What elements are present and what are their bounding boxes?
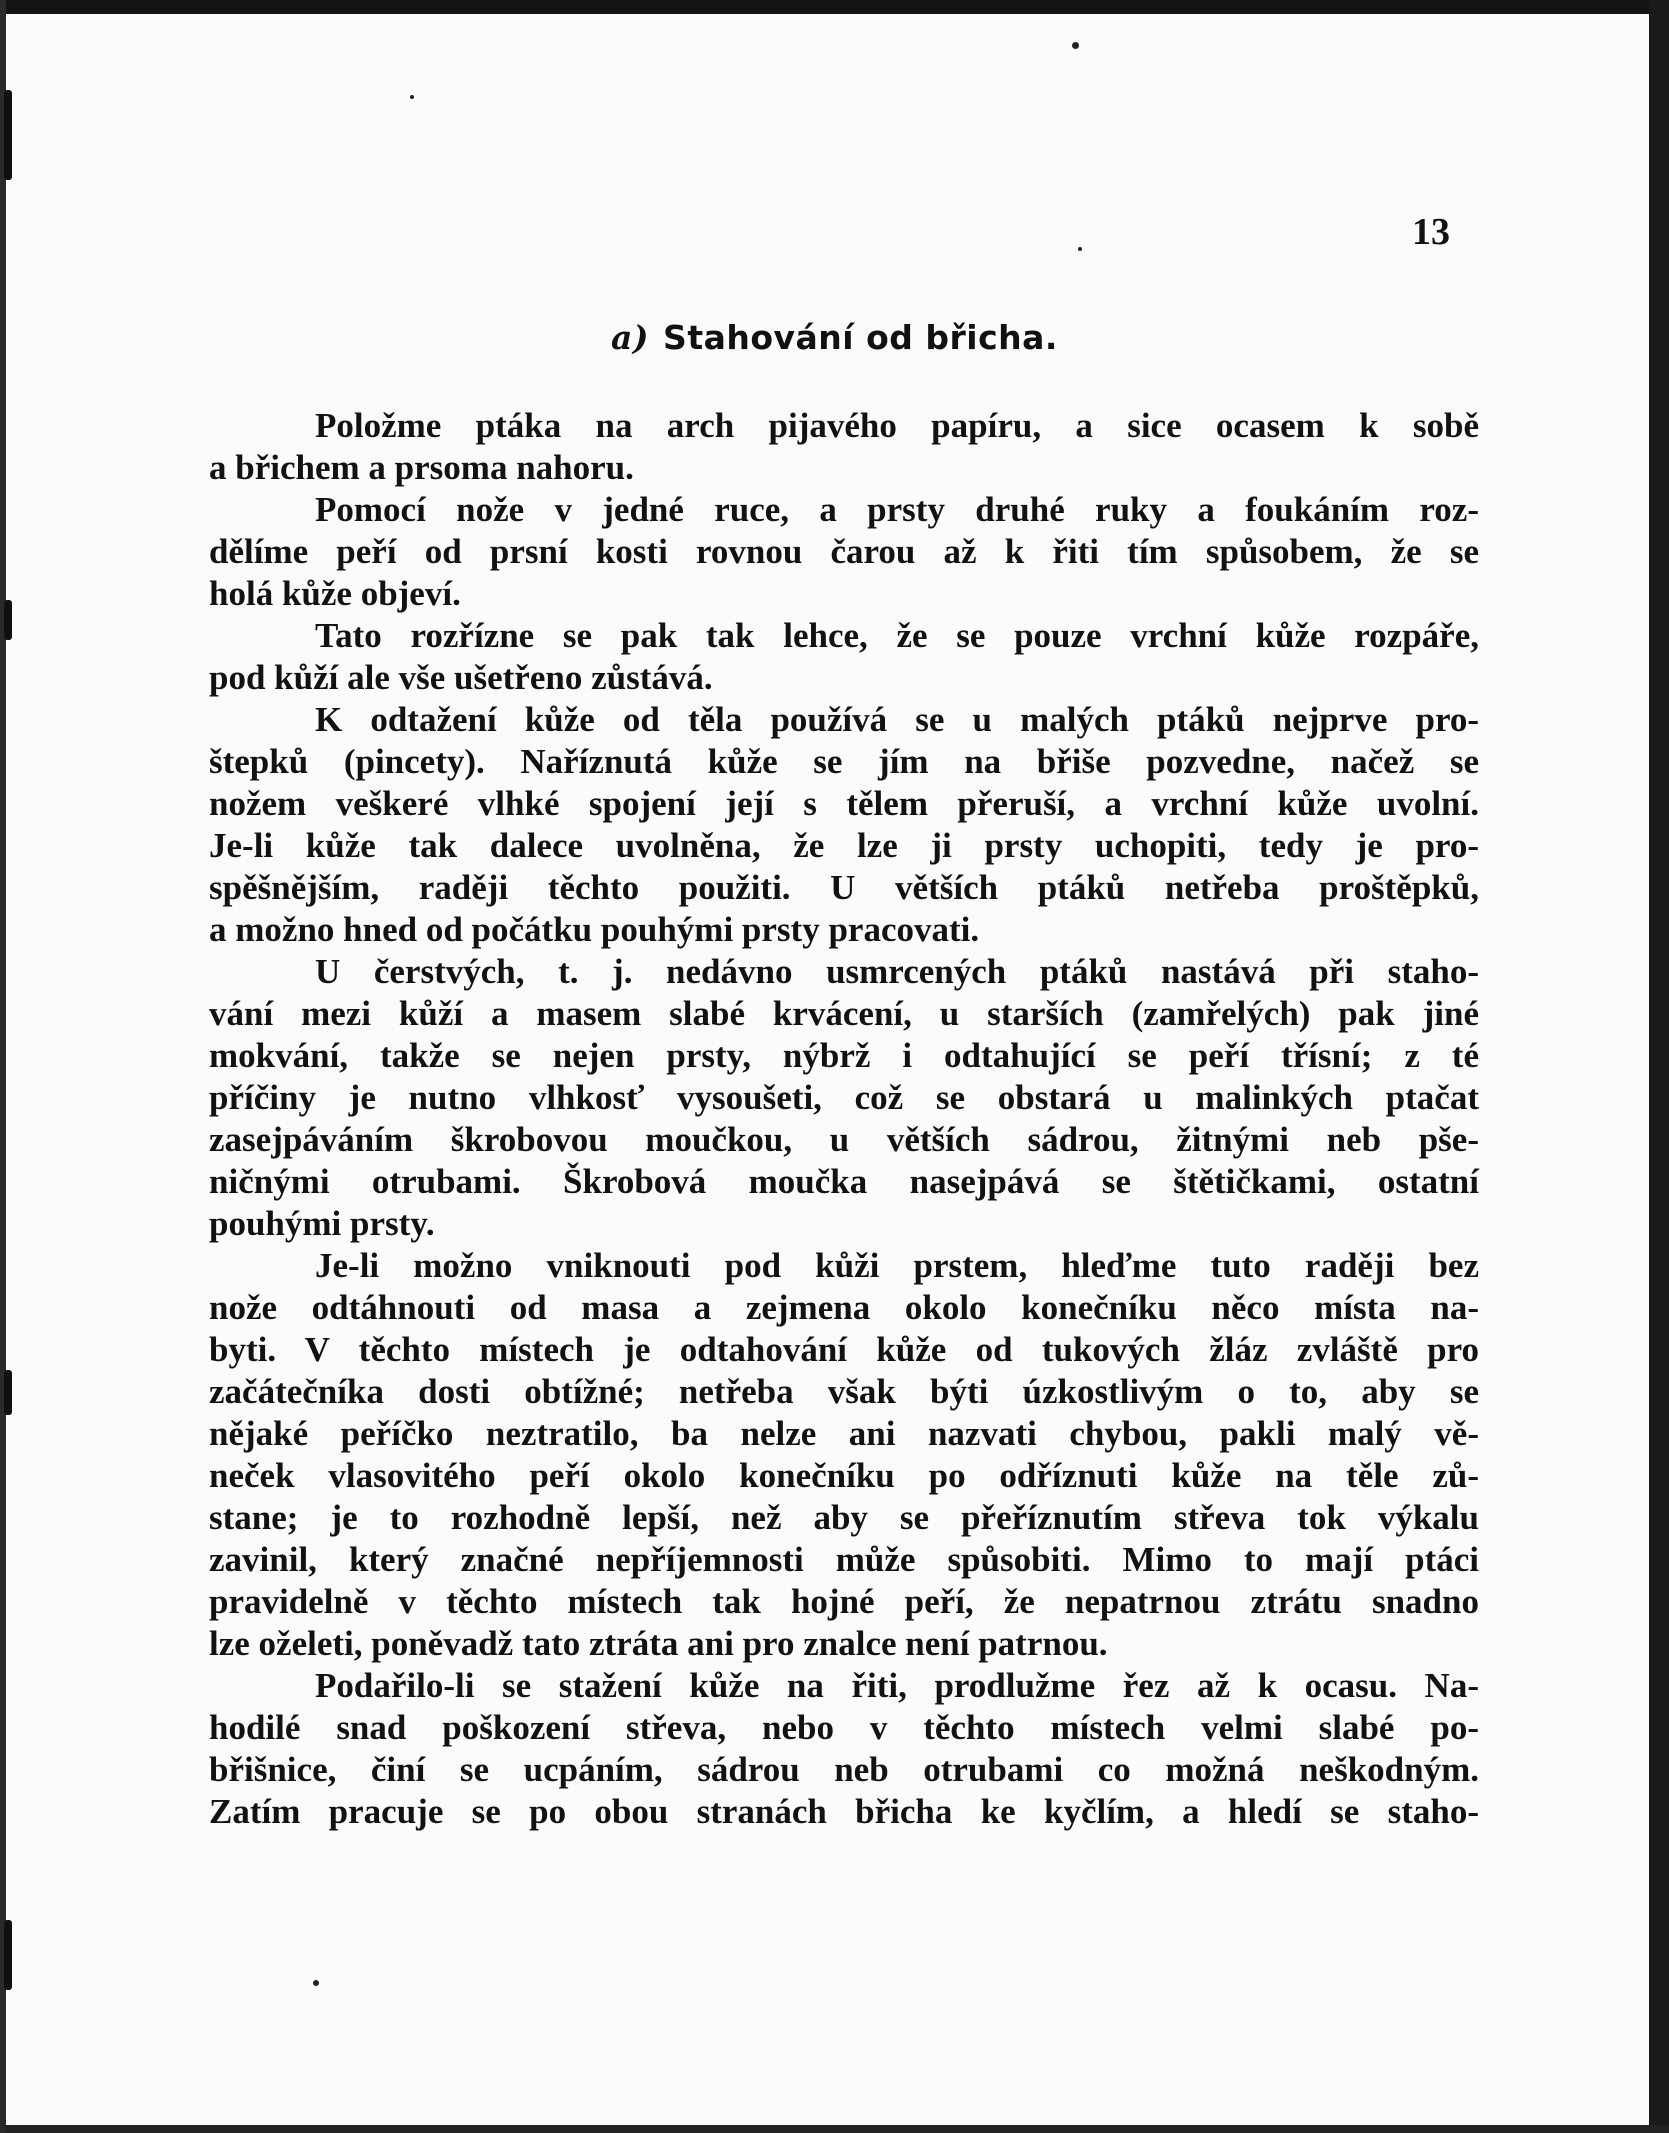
- text-line: začátečníka dosti obtížné; netřeba však býti úzkostlivým o to, aby se: [209, 1372, 1479, 1411]
- text-line: mokvání, takže se nejen prsty, nýbrž i odtahující se peří třísní; z té: [209, 1036, 1479, 1075]
- text-line: štepků (pincety). Naříznutá kůže se jím na břiše pozvedne, načež se: [209, 742, 1479, 781]
- scan-border-top: [0, 0, 1669, 14]
- text-line: nějaké peříčko neztratilo, ba nelze ani nazvati chybou, pakli malý vě-: [209, 1414, 1479, 1453]
- scan-speck: [410, 95, 414, 99]
- text-line: byti. V těchto místech je odtahování kůže od tukových žláz zvláště pro: [209, 1330, 1479, 1369]
- scan-speck: [1072, 42, 1079, 49]
- text-line: lze oželeti, poněvadž tato ztráta ani pro znalce není patrnou.: [209, 1624, 1108, 1663]
- text-line: Tato rozřízne se pak tak lehce, že se pouze vrchní kůže rozpáře,: [315, 616, 1479, 655]
- body-text: [209, 405, 1479, 1833]
- text-line: pod kůží ale vše ušetřeno zůstává.: [209, 658, 713, 697]
- section-heading: [0, 318, 1669, 357]
- text-line: Podařilo-li se stažení kůže na řiti, prodlužme řez až k ocasu. Na-: [315, 1666, 1479, 1705]
- text-line: a břichem a prsoma nahoru.: [209, 448, 634, 487]
- text-line: Pomocí nože v jedné ruce, a prsty druhé ruky a foukáním roz-: [315, 490, 1479, 529]
- text-line: Je-li kůže tak dalece uvolněna, že lze ji prsty uchopiti, tedy je pro-: [209, 826, 1479, 865]
- text-line: dělíme peří od prsní kosti rovnou čarou až k řiti tím spůsobem, že se: [209, 532, 1479, 571]
- text-line: U čerstvých, t. j. nedávno usmrcených ptáků nastává při staho-: [315, 952, 1479, 991]
- binding-mark: [4, 1920, 12, 1990]
- text-line: a možno hned od počátku pouhými prsty pracovati.: [209, 910, 980, 949]
- scan-border-bottom: [0, 2125, 1669, 2133]
- binding-mark: [4, 600, 12, 640]
- text-line: pravidelně v těchto místech tak hojné peří, že nepatrnou ztrátu snadno: [209, 1582, 1479, 1621]
- text-line: Je-li možno vniknouti pod kůži prstem, hleďme tuto raději bez: [315, 1246, 1479, 1285]
- text-line: nože odtáhnouti od masa a zejmena okolo konečníku něco místa na-: [209, 1288, 1479, 1327]
- text-line: vání mezi kůží a masem slabé krvácení, u starších (zamřelých) pak jiné: [209, 994, 1479, 1033]
- text-line: zasejpáváním škrobovou moučkou, u větších sádrou, žitnými neb pše-: [209, 1120, 1479, 1159]
- section-marker: a): [611, 318, 650, 357]
- page-number: 13: [1412, 211, 1450, 253]
- text-line: Zatím pracuje se po obou stranách břicha ke kyčlím, a hledí se staho-: [209, 1792, 1479, 1831]
- text-line: stane; je to rozhodně lepší, než aby se přeříznutím střeva tok výkalu: [209, 1498, 1479, 1537]
- section-title: Stahování od břicha.: [663, 318, 1058, 357]
- text-line: ničnými otrubami. Škrobová moučka nasejpává se štětičkami, ostatní: [209, 1162, 1479, 1201]
- text-line: příčiny je nutno vlhkosť vysoušeti, což se obstará u malinkých ptačat: [209, 1078, 1479, 1117]
- text-line: nožem veškeré vlhké spojení její s tělem přeruší, a vrchní kůže uvolní.: [209, 784, 1479, 823]
- text-line: holá kůže objeví.: [209, 574, 461, 613]
- text-line: spěšnějším, raději těchto použiti. U větších ptáků netřeba proštěpků,: [209, 868, 1479, 907]
- text-line: hodilé snad poškození střeva, nebo v těchto místech velmi slabé po-: [209, 1708, 1479, 1747]
- binding-mark: [4, 90, 12, 180]
- text-line: pouhými prsty.: [209, 1204, 435, 1243]
- binding-mark: [4, 1370, 12, 1415]
- scan-speck: [1078, 247, 1082, 251]
- text-line: Položme ptáka na arch pijavého papíru, a sice ocasem k sobě: [315, 406, 1479, 445]
- text-line: neček vlasovitého peří okolo konečníku po odříznuti kůže na těle zů-: [209, 1456, 1479, 1495]
- text-line: K odtažení kůže od těla používá se u malých ptáků nejprve pro-: [315, 700, 1479, 739]
- text-line: břišnice, činí se ucpáním, sádrou neb otrubami co možná neškodným.: [209, 1750, 1479, 1789]
- text-line: zavinil, který značné nepříjemnosti může spůsobiti. Mimo to mají ptáci: [209, 1540, 1479, 1579]
- scan-speck: [313, 1980, 319, 1986]
